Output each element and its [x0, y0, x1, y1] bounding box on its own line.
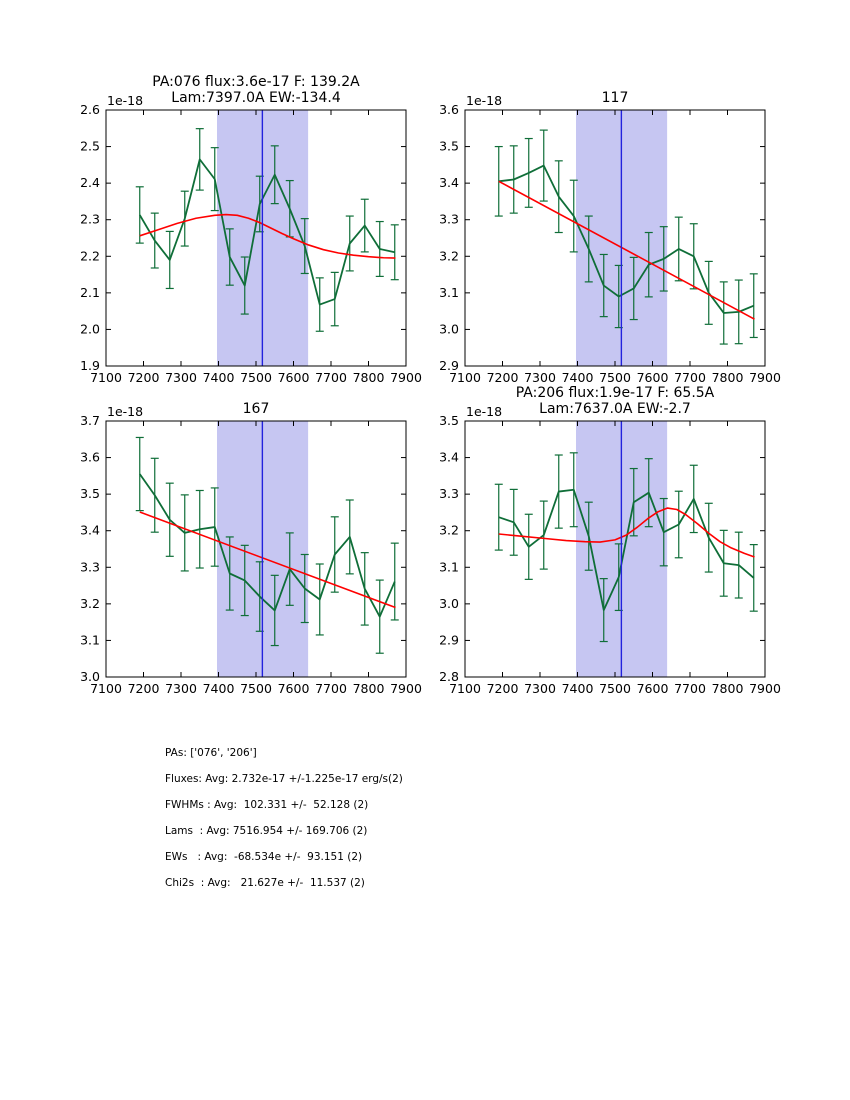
x-axis-tick-label: 7600	[277, 681, 310, 696]
y-axis-tick-label: 3.3	[80, 559, 100, 575]
subplot-top-right	[409, 62, 787, 392]
stats-ews: EWs : Avg: -68.534e +/- 93.151 (2)	[165, 851, 363, 863]
plot-title-line: Lam:7637.0A EW:-2.7	[539, 401, 691, 417]
x-axis-tick-label: 7400	[561, 370, 594, 385]
x-axis-tick-label: 7700	[315, 370, 347, 385]
y-axis-offset-label: 1e-18	[466, 404, 503, 419]
y-axis-tick-label: 3.1	[80, 632, 100, 648]
x-axis-tick-label: 7300	[524, 370, 556, 385]
y-axis-tick-label: 2.4	[80, 175, 100, 191]
y-axis-tick-label: 2.1	[80, 284, 100, 300]
y-axis-tick-label: 3.2	[439, 248, 459, 264]
x-axis-tick-label: 7200	[486, 370, 519, 385]
x-axis-tick-label: 7900	[749, 370, 781, 385]
y-axis-tick-label: 2.9	[439, 632, 459, 648]
x-axis-tick-label: 7700	[674, 370, 706, 385]
y-axis-tick-label: 1.9	[80, 358, 100, 373]
x-axis-tick-label: 7600	[277, 370, 310, 385]
stats-chi2s: Chi2s : Avg: 21.627e +/- 11.537 (2)	[165, 877, 365, 889]
plot-title-line: PA:076 flux:3.6e-17 F: 139.2A	[152, 74, 360, 90]
x-axis-tick-label: 7200	[127, 370, 160, 385]
x-axis-tick-label: 7200	[127, 681, 160, 696]
x-axis-tick-label: 7700	[674, 681, 706, 696]
x-axis-tick-label: 7100	[449, 370, 481, 385]
y-axis-tick-label: 3.6	[80, 449, 100, 465]
y-axis-tick-label: 3.4	[439, 175, 459, 191]
y-axis-tick-label: 3.4	[439, 449, 459, 465]
x-axis-tick-label: 7500	[599, 681, 631, 696]
y-axis-tick-label: 3.3	[439, 486, 459, 502]
plot-title-line: Lam:7397.0A EW:-134.4	[171, 90, 341, 106]
y-axis-tick-label: 3.0	[439, 595, 459, 611]
stats-pas: PAs: ['076', '206']	[165, 747, 257, 759]
subplot-canvas	[50, 373, 428, 703]
y-axis-tick-label: 2.9	[439, 358, 459, 373]
x-axis-tick-label: 7400	[561, 681, 594, 696]
y-axis-tick-label: 3.0	[439, 321, 459, 337]
x-axis-tick-label: 7100	[449, 681, 481, 696]
y-axis-offset-label: 1e-18	[107, 93, 144, 108]
subplot-top-left	[50, 62, 428, 392]
subplot-canvas	[50, 62, 428, 392]
y-axis-tick-label: 2.6	[80, 102, 100, 117]
subplot-canvas	[409, 373, 787, 703]
subplot-bottom-left	[50, 373, 428, 703]
y-axis-tick-label: 2.3	[80, 211, 100, 227]
x-axis-tick-label: 7300	[524, 681, 556, 696]
y-axis-tick-label: 2.5	[80, 138, 100, 154]
y-axis-tick-label: 3.4	[80, 522, 100, 538]
y-axis-tick-label: 2.8	[439, 669, 459, 684]
y-axis-tick-label: 3.7	[80, 413, 100, 428]
subplot-bottom-right	[409, 373, 787, 703]
plot-title-line: PA:206 flux:1.9e-17 F: 65.5A	[515, 385, 715, 401]
y-axis-tick-label: 3.5	[439, 138, 459, 154]
y-axis-tick-label: 3.1	[439, 559, 459, 575]
x-axis-tick-label: 7900	[749, 681, 781, 696]
x-axis-tick-label: 7300	[165, 370, 197, 385]
y-axis-tick-label: 3.2	[439, 522, 459, 538]
x-axis-tick-label: 7600	[636, 370, 669, 385]
x-axis-tick-label: 7300	[165, 681, 197, 696]
x-axis-tick-label: 7800	[711, 681, 744, 696]
plot-title-line: 167	[242, 401, 270, 417]
y-axis-tick-label: 3.5	[439, 413, 459, 428]
x-axis-tick-label: 7100	[90, 681, 122, 696]
stats-block	[165, 740, 403, 896]
y-axis-tick-label: 3.5	[80, 486, 100, 502]
y-axis-offset-label: 1e-18	[107, 404, 144, 419]
x-axis-tick-label: 7900	[390, 681, 422, 696]
x-axis-tick-label: 7800	[711, 370, 744, 385]
stats-fwhms: FWHMs : Avg: 102.331 +/- 52.128 (2)	[165, 799, 369, 811]
plot-title-line: 117	[601, 90, 629, 106]
x-axis-tick-label: 7700	[315, 681, 347, 696]
x-axis-tick-label: 7400	[202, 681, 235, 696]
stats-fluxes: Fluxes: Avg: 2.732e-17 +/-1.225e-17 erg/s(2)	[165, 773, 403, 785]
x-axis-tick-label: 7100	[90, 370, 122, 385]
x-axis-tick-label: 7500	[240, 370, 272, 385]
y-axis-tick-label: 3.2	[80, 595, 100, 611]
y-axis-tick-label: 3.3	[439, 211, 459, 227]
y-axis-tick-label: 3.0	[80, 669, 100, 684]
y-axis-tick-label: 2.2	[80, 248, 100, 264]
subplot-canvas	[409, 62, 787, 392]
x-axis-tick-label: 7500	[599, 370, 631, 385]
x-axis-tick-label: 7400	[202, 370, 235, 385]
x-axis-tick-label: 7600	[636, 681, 669, 696]
x-axis-tick-label: 7800	[352, 681, 385, 696]
y-axis-tick-label: 3.6	[439, 102, 459, 117]
x-axis-tick-label: 7900	[390, 370, 422, 385]
x-axis-tick-label: 7500	[240, 681, 272, 696]
x-axis-tick-label: 7800	[352, 370, 385, 385]
stats-lams: Lams : Avg: 7516.954 +/- 169.706 (2)	[165, 825, 368, 837]
y-axis-tick-label: 2.0	[80, 321, 100, 337]
x-axis-tick-label: 7200	[486, 681, 519, 696]
y-axis-offset-label: 1e-18	[466, 93, 503, 108]
y-axis-tick-label: 3.1	[439, 284, 459, 300]
